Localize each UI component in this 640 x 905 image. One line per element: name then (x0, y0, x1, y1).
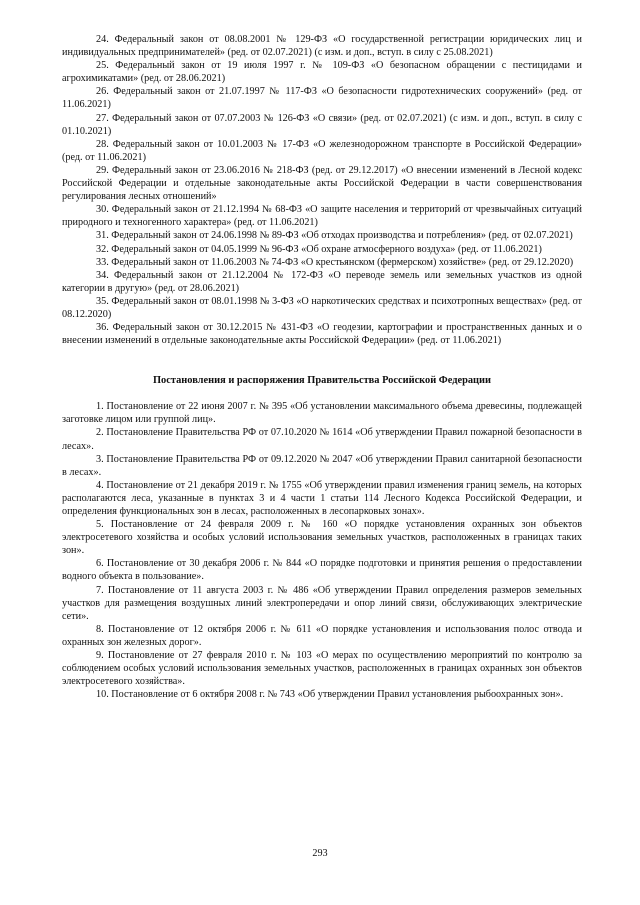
law-item-28: 28. Федеральный закон от 10.01.2003 № 17-ФЗ «О железнодорожном транспорте в Российской Федерации» (ред. от 11.06.2021) (62, 138, 582, 163)
law-item-35: 35. Федеральный закон от 08.01.1998 № 3-ФЗ «О наркотических средствах и психотропных веществах» (ред. от 08.12.2020) (62, 295, 582, 320)
resolution-item-8: 8. Постановление от 12 октября 2006 г. № 611 «О порядке установления и использования полос отвода и охранных зон железных дорог». (62, 623, 582, 648)
law-item-25: 25. Федеральный закон от 19 июля 1997 г. № 109-ФЗ «О безопасном обращении с пестицидами и агрохимикатами» (ред. от 28.06.2021) (62, 60, 582, 85)
law-item-24: 24. Федеральный закон от 08.08.2001 № 129-ФЗ «О государственной регистрации юридических лиц и индивидуальных предпринимателей» (ред. от 02.07.2021) (с изм. и доп., вступ. в силу с 25.08.2021) (62, 34, 582, 59)
law-item-31: 31. Федеральный закон от 24.06.1998 № 89-ФЗ «Об отходах производства и потребления» (ред. от 02.07.2021) (96, 230, 573, 242)
law-item-29: 29. Федеральный закон от 23.06.2016 № 218-ФЗ (ред. от 29.12.2017) «О внесении изменений в Лесной кодекс Российской Федерации и отдельные законодательные акты Российской Федерации в части совершенствования регулирования лесных отношений» (62, 164, 582, 203)
resolution-item-3: 3. Постановление Правительства РФ от 09.12.2020 № 2047 «Об утверждении Правил санитарной безопасности в лесах». (62, 453, 582, 478)
federal-laws-list (62, 33, 582, 347)
law-item-30: 30. Федеральный закон от 21.12.1994 № 68-ФЗ «О защите населения и территорий от чрезвычайных ситуаций природного и техногенного характера» (ред. от 11.06.2021) (62, 204, 582, 229)
law-item-36: 36. Федеральный закон от 30.12.2015 № 431-ФЗ «О геодезии, картографии и пространственных данных и о внесении изменений в отдельные законодательные акты Российской Федерации» (ред. от 11.06.2021) (62, 322, 582, 347)
law-item-26: 26. Федеральный закон от 21.07.1997 № 117-ФЗ «О безопасности гидротехнических сооружений» (ред. от 11.06.2021) (62, 86, 582, 111)
resolution-item-4: 4. Постановление от 21 декабря 2019 г. № 1755 «Об утверждении правил изменения границ земель, на которых располагаются леса, указанные в пунктах 3 и 4 части 1 статьи 114 Лесного Кодекса Российской Федерации, и определения функциональных зон в лесах, расположенных в лесопарковых зонах». (62, 479, 582, 517)
resolution-item-7: 7. Постановление от 11 августа 2003 г. № 486 «Об утверждении Правил определения размеров земельных участков для размещения воздушных линий электропередачи и опор линий связи, обслуживающих электрические сети». (62, 584, 582, 622)
law-item-34: 34. Федеральный закон от 21.12.2004 № 172-ФЗ «О переводе земель или земельных участков из одной категории в другую» (ред. от 28.06.2021) (62, 269, 582, 294)
resolution-item-2: 2. Постановление Правительства РФ от 07.10.2020 № 1614 «Об утверждении Правил пожарной безопасности в лесах». (62, 427, 582, 452)
resolution-item-5: 5. Постановление от 24 февраля 2009 г. № 160 «О порядке установления охранных зон объектов электросетевого хозяйства и особых условий использования земельных участков, расположенных в границах таких зон». (62, 519, 582, 557)
page-number: 293 (312, 848, 328, 859)
resolution-item-9: 9. Постановление от 27 февраля 2010 г. № 103 «О мерах по осуществлению мероприятий по контролю за соблюдением особых условий использования земельных участков, расположенных в границах охранных зон объектов электросетевого хозяйства». (62, 650, 582, 688)
resolution-item-6: 6. Постановление от 30 декабря 2006 г. № 844 «О порядке подготовки и принятия решения о предоставлении водного объекта в пользование». (62, 558, 582, 583)
resolution-item-1: 1. Постановление от 22 июня 2007 г. № 395 «Об установлении максимального объема древесины, подлежащей заготовке лицом или группой лиц». (62, 401, 582, 426)
document-page (62, 33, 582, 701)
law-item-33: 33. Федеральный закон от 11.06.2003 № 74-ФЗ «О крестьянском (фермерском) хозяйстве» (ред. от 29.12.2020) (96, 256, 574, 268)
section-heading: Постановления и распоряжения Правительства Российской Федерации (152, 375, 492, 387)
law-item-32: 32. Федеральный закон от 04.05.1999 № 96-ФЗ «Об охране атмосферного воздуха» (ред. от 11.06.2021) (96, 243, 542, 255)
government-resolutions-list (62, 400, 582, 701)
resolution-item-10: 10. Постановление от 6 октября 2008 г. № 743 «Об утверждении Правил установления рыбоохранных зон». (96, 689, 564, 701)
law-item-27: 27. Федеральный закон от 07.07.2003 № 126-ФЗ «О связи» (ред. от 02.07.2021) (с изм. и доп., вступ. в силу с 01.10.2021) (62, 112, 582, 137)
